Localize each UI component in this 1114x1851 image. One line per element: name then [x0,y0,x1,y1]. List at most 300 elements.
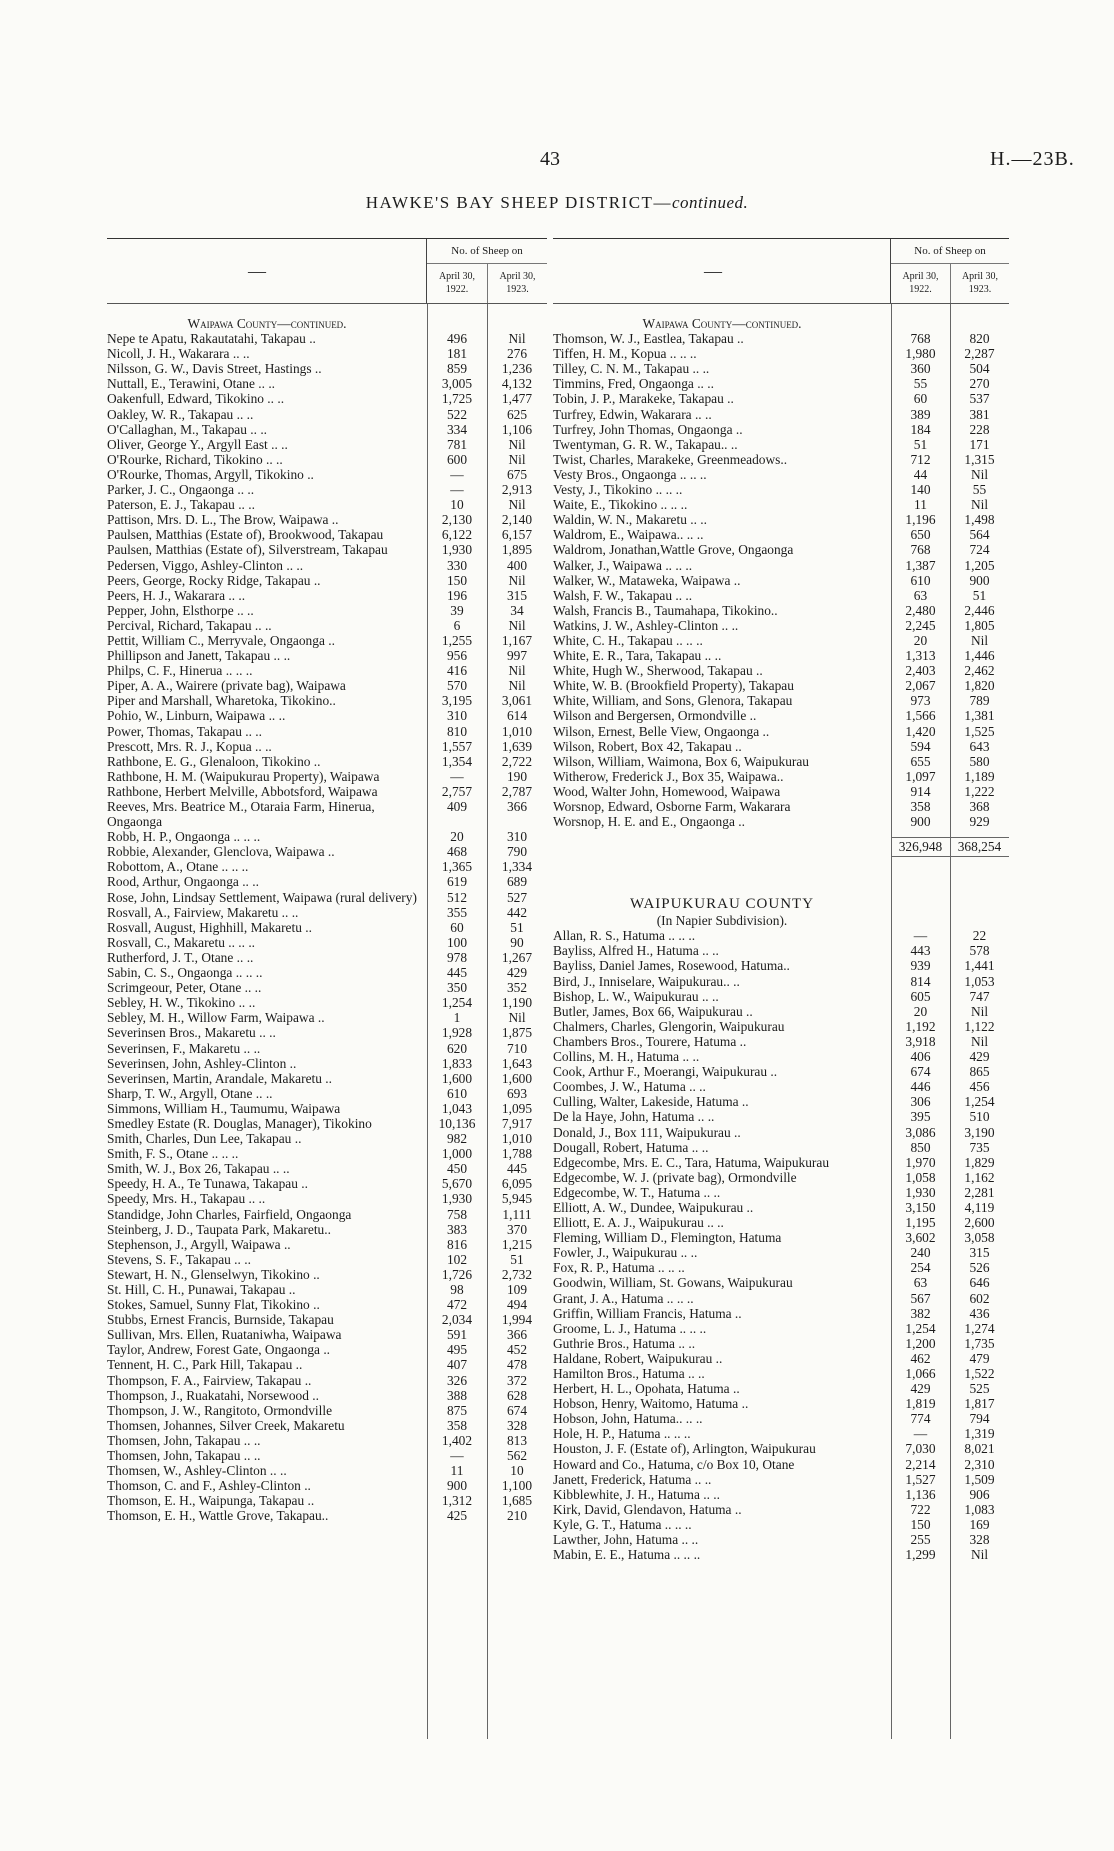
table-row [553,361,1009,376]
sheep-count-label: No. of Sheep on [427,239,547,264]
sheep-1923: 1,190 [501,995,533,1011]
sheep-count-header [890,239,1009,303]
owner-name: Piper, A. A., Wairere (private bag), Waipawa [107,678,346,694]
sheep-1922: 395 [910,1109,931,1125]
table-row [107,663,547,678]
sheep-1922: 522 [446,406,468,422]
sheep-1923: Nil [508,497,526,513]
sheep-1922: 594 [910,738,931,754]
owner-name: Cook, Arthur F., Moerangi, Waipukurau .. [553,1064,778,1080]
sheep-1923: 328 [506,1417,528,1433]
table-row [107,512,547,527]
sheep-1922: 781 [446,436,468,452]
sheep-1922: 3,086 [905,1124,936,1140]
sheep-1922: 1,254 [441,995,473,1011]
owner-name: Timmins, Fred, Ongaonga .. .. [553,376,714,392]
sheep-1923: 1,083 [964,1501,995,1517]
table-row [107,1146,547,1161]
sheep-1923: 1,639 [501,738,533,754]
table-row [553,1441,1009,1456]
sheep-1923: 328 [969,1532,990,1548]
sheep-1922: 60 [913,391,928,407]
sheep-1922: 1,566 [905,708,936,724]
sheep-1923: 1,053 [964,973,995,989]
sheep-1922: 1,819 [905,1396,936,1412]
table-row [107,890,547,905]
sheep-1923: 190 [506,768,528,784]
sheep-1922: 512 [446,889,468,905]
owner-name: Fox, R. P., Hatuma .. .. .. [553,1260,685,1276]
sheep-1923: 109 [506,1282,528,1297]
total-1923: 368,254 [950,837,1009,857]
table-row [553,1079,1009,1094]
table-row [553,1426,1009,1441]
table-row [553,648,1009,663]
owner-name: Paulsen, Matthias (Estate of), Brookwood, Takapau [107,527,384,543]
table-row [107,724,547,739]
sheep-1923: 643 [969,738,990,754]
owner-name: Thompson, J. W., Rangitoto, Ormondville [107,1402,333,1418]
sheep-1922: 650 [910,527,931,543]
table-row [553,1004,1009,1019]
table-row [107,1342,547,1357]
sheep-1922: 416 [446,663,468,679]
table-row [107,361,547,376]
sheep-1922: 98 [450,1282,464,1297]
owner-name: Watkins, J. W., Ashley-Clinton .. .. [553,617,739,633]
owner-name: Waite, E., Tikokino .. .. .. [553,497,688,513]
table-row [553,452,1009,467]
owner-name: Allan, R. S., Hatuma .. .. .. [553,928,696,944]
owner-name: Nepe te Apatu, Rakautatahi, Takapau .. [107,331,316,347]
sheep-1922: 496 [446,331,468,347]
sheep-1923: 400 [506,557,528,573]
owner-name: Bayliss, Daniel James, Rosewood, Hatuma.. [553,958,790,974]
sheep-1923: Nil [970,1003,989,1019]
table-row [107,1131,547,1146]
sheep-1922: 446 [910,1079,931,1095]
table-row [107,558,547,573]
sheep-1922: 1,312 [441,1493,473,1509]
owner-name: Tennent, H. C., Park Hill, Takapau .. [107,1357,303,1373]
sheep-1922: 468 [446,844,468,860]
owner-name: Rosvall, August, Highhill, Makaretu .. [107,919,312,935]
table-row [107,467,547,482]
sheep-1922: 51 [913,436,928,452]
owner-name: Worsnop, H. E. and E., Ongaonga .. [553,814,745,830]
sheep-1922: 3,195 [441,693,473,709]
sheep-1922: 956 [446,648,468,664]
owner-name: Goodwin, William, St. Gowans, Waipukurau [553,1275,793,1291]
sheep-1923: 1,875 [501,1025,533,1041]
sheep-1923: 3,190 [964,1124,995,1140]
owner-name: Power, Thomas, Takapau .. .. [107,723,262,739]
table-row [107,1433,547,1448]
owner-name: Fowler, J., Waipukurau .. .. [553,1245,698,1261]
sheep-1922: — [450,1448,464,1464]
sheep-1923: 3,061 [501,693,533,709]
table-row [553,588,1009,603]
sheep-1923: 1,522 [964,1366,995,1381]
header-1922: April 30, 1922. [902,271,939,295]
table-row [553,1125,1009,1140]
sheep-1923: 1,334 [501,859,533,875]
owner-name: Smith, W. J., Box 26, Takapau .. .. [107,1161,290,1177]
table-row [107,1056,547,1071]
sheep-1923: 2,600 [964,1215,995,1231]
waipukurau-subdivision-note: (In Napier Subdivision). [656,913,788,929]
table-row [553,989,1009,1004]
table-row [553,482,1009,497]
table-row [553,1547,1009,1562]
table-row [107,648,547,663]
sheep-1923: 1,095 [501,1100,533,1116]
sheep-1922: 255 [910,1532,931,1548]
sheep-1923: 1,236 [501,361,533,377]
sheep-1923: 1,525 [964,723,995,739]
owner-name: Chalmers, Charles, Glengorin, Waipukurau [553,1018,785,1034]
sheep-1922: 20 [913,632,928,648]
sheep-1922: 850 [910,1139,931,1155]
table-row [107,1267,547,1282]
owner-name: White, Hugh W., Sherwood, Takapau .. [553,663,763,679]
sheep-1923: 55 [972,482,987,498]
sheep-1922: 610 [446,1085,468,1101]
sheep-1922: 184 [910,421,931,437]
owner-name: Prescott, Mrs. R. J., Kopua .. .. [107,738,272,754]
owner-name: Haldane, Robert, Waipukurau .. [553,1350,723,1366]
owner-name: Phillipson and Janett, Takapau .. .. [107,648,291,664]
owner-name: Janett, Frederick, Hatuma .. .. [553,1471,712,1487]
table-row [107,1101,547,1116]
sheep-1923: 1,100 [501,1478,533,1494]
sheep-1923: Nil [970,1033,989,1049]
owner-name: Stevens, S. F., Takapau .. .. [107,1251,251,1267]
sheep-1923: 1,600 [501,1070,533,1086]
owner-name: Simmons, William H., Taumumu, Waipawa [107,1100,341,1116]
sheep-1923: 906 [969,1486,990,1502]
table-row [553,1155,1009,1170]
owner-name: White, W. B. (Brookfield Property), Takapau [553,678,794,694]
sheep-1922: 814 [910,973,931,989]
table-row [553,497,1009,512]
table-row [553,1487,1009,1502]
sheep-1923: Nil [508,436,526,452]
table-row [553,1472,1009,1487]
owner-name: Peers, George, Rocky Ridge, Takapau .. [107,572,321,588]
sheep-1923: 1,788 [501,1146,533,1162]
table-row [107,603,547,618]
sheep-1922: 20 [913,1003,928,1019]
sheep-1923: 478 [506,1357,528,1373]
table-row [553,1321,1009,1336]
sheep-1923: 1,267 [501,949,533,965]
sheep-1922: 1,402 [441,1432,473,1448]
owner-name: Tobin, J. P., Marakeke, Takapau .. [553,391,734,407]
sheep-1923: 1,805 [964,617,995,633]
owner-name: Smith, Charles, Dun Lee, Takapau .. [107,1131,302,1147]
table-row [553,573,1009,588]
owner-name: Smedley Estate (R. Douglas, Manager), Tikokino [107,1115,372,1131]
sheep-1922: 1,726 [441,1266,473,1282]
sheep-1923: 90 [510,934,524,950]
sheep-1922: 978 [446,949,468,965]
owner-name: St. Hill, C. H., Punawai, Takapau .. [107,1282,296,1297]
sheep-1922: 973 [910,693,931,709]
sheep-1922: 567 [910,1290,931,1306]
owner-name: Rutherford, J. T., Otane .. .. [107,949,254,965]
table-row [107,754,547,769]
sheep-1922: 620 [446,1040,468,1056]
sheep-1923: 6,157 [501,527,533,543]
sheep-1923: 429 [969,1049,990,1065]
sheep-1922: 181 [446,346,468,362]
owner-name: Vesty, J., Tikokino .. .. .. [553,482,683,498]
sheep-1922: 1,387 [905,557,936,573]
sheep-1922: 900 [910,814,931,830]
owner-name: Parker, J. C., Ongaonga .. .. [107,482,255,498]
owner-name: Groome, L. J., Hatuma .. .. .. [553,1320,707,1336]
table-row [553,1275,1009,1290]
owner-name: Waldin, W. N., Makaretu .. .. [553,512,708,528]
sheep-1922: 63 [913,587,928,603]
owner-name: Rood, Arthur, Ongaonga .. .. [107,874,259,890]
table-row [553,1019,1009,1034]
sheep-1922: 6 [453,617,461,633]
sheep-1922: 10,136 [438,1115,476,1131]
owner-name: Kyle, G. T., Hatuma .. .. .. [553,1516,692,1532]
table-row [107,1176,547,1191]
sheep-1922: 674 [910,1064,931,1080]
sheep-1923: 625 [506,406,528,422]
sheep-1922: 2,245 [905,617,936,633]
sheep-1923: 381 [969,406,990,422]
table-row [553,928,1009,943]
sheep-1922: 2,403 [905,663,936,679]
sheep-1922: 758 [446,1206,468,1222]
table-row [107,1478,547,1493]
table-row [553,1396,1009,1411]
table-row [553,407,1009,422]
table-row [107,1071,547,1086]
table-row [553,1366,1009,1381]
left-table-header [107,238,547,304]
table-row [107,1025,547,1040]
sheep-1923: 6,095 [501,1176,533,1192]
sheep-1923: 820 [969,331,990,347]
table-row [553,1185,1009,1200]
header-1923: April 30, 1923. [950,264,1009,303]
table-row [107,1508,547,1523]
owner-name: Thomson, W. J., Eastlea, Takapau .. [553,331,744,347]
sheep-1922: 150 [446,572,468,588]
table-row [553,974,1009,989]
table-row [107,920,547,935]
owner-name: Coombes, J. W., Hatuma .. .. [553,1079,706,1095]
sheep-1922: 326 [446,1372,468,1388]
page-number: 43 [540,148,560,170]
sheep-1923: 2,281 [964,1184,995,1200]
sheep-1922: — [913,1426,928,1442]
table-row [107,1388,547,1403]
sheep-1922: 1,066 [905,1366,936,1381]
table-row [107,452,547,467]
sheep-1922: 360 [910,361,931,377]
sheep-1922: 1 [453,1010,461,1026]
owner-name: Mabin, E. E., Hatuma .. .. .. [553,1547,701,1563]
owner-name: Turfrey, John Thomas, Ongaonga .. [553,421,743,437]
owner-name: Philps, C. F., Hinerua .. .. .. [107,663,253,679]
sheep-1923: 370 [506,1221,528,1237]
sheep-1922: 570 [446,678,468,694]
owner-name: White, E. R., Tara, Takapau .. .. [553,648,722,664]
sheep-1922: 722 [910,1501,931,1517]
table-row [107,995,547,1010]
table-row [107,1116,547,1131]
sheep-1922: 1,833 [441,1055,473,1071]
table-row [553,799,1009,814]
title-main: HAWKE'S BAY SHEEP DISTRICT— [365,193,672,212]
sheep-1923: 525 [969,1381,990,1397]
sheep-1922: 240 [910,1245,931,1261]
owner-name: Chambers Bros., Tourere, Hatuma .. [553,1033,747,1049]
sheep-1923: Nil [970,1547,989,1563]
table-row [107,1207,547,1222]
owner-name: Dougall, Robert, Hatuma .. .. [553,1139,709,1155]
owner-name: Wilson, Ernest, Belle View, Ongaonga .. [553,723,770,739]
sheep-1923: 1,254 [964,1094,995,1110]
sheep-1922: 1,192 [905,1018,936,1034]
table-row [553,1094,1009,1109]
table-row [107,678,547,693]
sheep-1923: 675 [506,466,528,482]
sheep-1922: 495 [446,1342,468,1358]
sheep-1922: 1,980 [905,346,936,362]
table-row [107,1282,547,1297]
sheep-1923: 2,287 [964,346,995,362]
sheep-1923: 614 [506,708,528,724]
owner-name: Robbie, Alexander, Glenclova, Waipawa .. [107,844,335,860]
table-row [553,618,1009,633]
table-row [107,1327,547,1342]
table-row [553,1517,1009,1532]
owner-name: Speedy, H. A., Te Tunawa, Takapau .. [107,1176,308,1192]
sheep-1922: 1,255 [441,632,473,648]
sheep-1922: 1,313 [905,648,936,664]
sheep-1923: 813 [506,1432,528,1448]
owner-name: Wilson and Bergersen, Ormondville .. [553,708,757,724]
sheep-1923: 724 [969,542,990,558]
owner-name: Robb, H. P., Ongaonga .. .. .. [107,829,261,845]
right-rows [553,331,1009,829]
sheep-1923: 735 [969,1139,990,1155]
sheep-1922: 859 [446,361,468,377]
table-row [107,573,547,588]
sheep-1923: 997 [506,648,528,664]
owner-name: Wilson, William, Waimona, Box 6, Waipukurau [553,753,809,769]
table-row [553,1532,1009,1547]
table-row [107,874,547,889]
table-row [553,1170,1009,1185]
table-row [553,603,1009,618]
table-row [553,693,1009,708]
sheep-1923: 315 [506,587,528,603]
owner-name: Stephenson, J., Argyll, Waipawa .. [107,1236,291,1252]
table-row [107,527,547,542]
title-continued: continued. [671,193,749,212]
sheep-1922: 774 [910,1411,931,1427]
owner-name: White, C. H., Takapau .. .. .. [553,632,703,648]
owner-name: Bishop, L. W., Waipukurau .. .. [553,988,719,1004]
owner-name: Wood, Walter John, Homewood, Waipawa [553,783,781,799]
owner-name: Walker, J., Waipawa .. .. .. [553,557,693,573]
owner-name: O'Rourke, Thomas, Argyll, Tikokino .. [107,466,314,482]
table-row [107,1357,547,1372]
sheep-1923: 1,319 [964,1426,995,1442]
table-row [107,1010,547,1025]
sheep-1923: 1,222 [964,783,995,799]
sheep-1922: 1,928 [441,1025,473,1041]
table-row [107,1252,547,1267]
sheep-1922: 1,930 [441,1191,473,1207]
table-row [107,1297,547,1312]
left-rows [107,331,547,1523]
owner-name: Severinsen, John, Ashley-Clinton .. [107,1055,297,1071]
sheep-1922: 1,725 [441,391,473,407]
owner-name: Robottom, A., Otane .. .. .. [107,859,249,875]
sheep-1922: 655 [910,753,931,769]
table-row [107,376,547,391]
table-row [553,754,1009,769]
owner-name: Butler, James, Box 66, Waipukurau .. [553,1003,753,1019]
sheep-1922: 2,034 [441,1312,473,1328]
sheep-1923: 171 [969,436,990,452]
sheep-1923: 1,446 [964,648,995,664]
sheep-1922: — [450,768,464,784]
sheep-1922: 20 [450,829,464,845]
owner-name: Oliver, George Y., Argyll East .. .. [107,436,288,452]
sheep-1923: 7,917 [501,1115,533,1131]
table-row [107,1448,547,1463]
owner-name: Severinsen, F., Makaretu .. .. [107,1040,261,1056]
sheep-1922: 425 [446,1508,468,1524]
sheep-1922: 11 [450,1463,464,1479]
table-row [107,407,547,422]
sheep-1923: 2,140 [501,512,533,528]
owner-name: Pohio, W., Linburn, Waipawa .. .. [107,708,286,724]
sheep-1923: 1,106 [501,421,533,437]
sheep-1922: 619 [446,874,468,890]
owner-name: De la Haye, John, Hatuma .. .. [553,1109,715,1125]
sheep-1922: 140 [910,482,931,498]
sheep-1922: 600 [446,451,468,467]
table-row [107,844,547,859]
sheep-1922: 472 [446,1297,468,1313]
sheep-1923: 2,310 [964,1456,995,1472]
sheep-1922: 5,670 [441,1176,473,1192]
sheep-1923: 10 [510,1463,524,1479]
sheep-1923: Nil [970,497,989,513]
owner-name: Waldrom, E., Waipawa.. .. .. [553,527,704,543]
sheep-1923: 2,722 [501,753,533,769]
owner-name: Houston, J. F. (Estate of), Arlington, Waipukurau [553,1441,816,1457]
owner-name: Hobson, John, Hatuma.. .. .. [553,1411,703,1427]
sheep-1923: Nil [508,617,526,633]
sheep-1923: 526 [969,1260,990,1276]
table-row [553,1245,1009,1260]
table-row [553,527,1009,542]
table-row [553,943,1009,958]
